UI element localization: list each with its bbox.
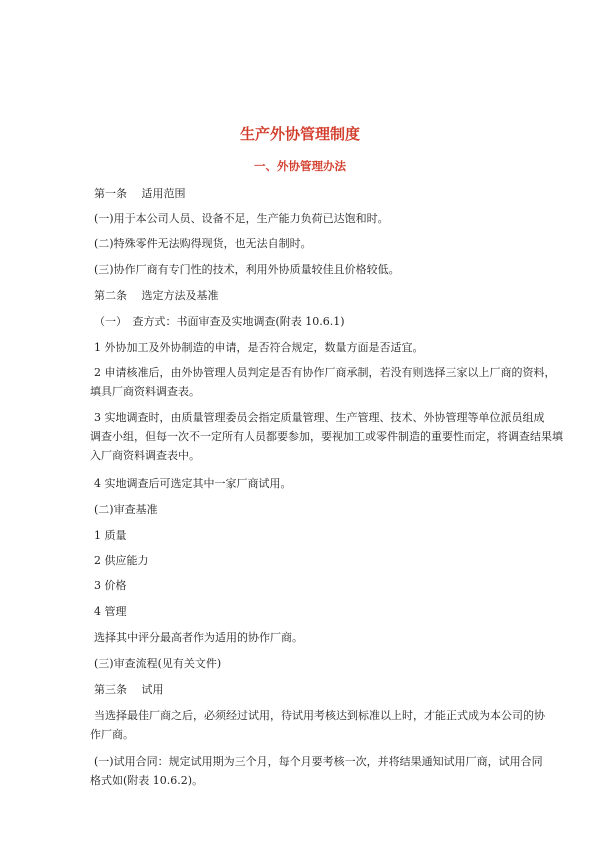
section-heading: 一、外协管理办法 [254, 159, 346, 173]
paragraph-line: 作厂商。 [90, 728, 134, 741]
paragraph-line: 当选择最佳厂商之后，必须经过试用，待试用考核达到标准以上时，才能正式成为本公司的协 [94, 709, 545, 722]
paragraph-line: (三)审查流程(见有关文件) [94, 657, 222, 670]
paragraph-line: （一） 查方式：书面审查及实地调查(附表 10.6.1) [94, 315, 345, 328]
document-title: 生产外协管理制度 [239, 125, 360, 143]
paragraph-line: 1 质量 [94, 529, 127, 542]
paragraph-line: 1 外协加工及外协制造的申请，是否符合规定，数量方面是否适宜。 [94, 341, 424, 354]
paragraph-line: (一)用于本公司人员、设备不足，生产能力负荷已达饱和时。 [94, 212, 389, 225]
paragraph-line: 格式如(附表 10.6.2)。 [90, 774, 204, 787]
paragraph-line: 3 实地调查时，由质量管理委员会指定质量管理、生产管理、技术、外协管理等单位派员组成 [94, 411, 545, 424]
paragraph-line: 入厂商资料调查表中。 [90, 449, 200, 462]
paragraph-line: 选择其中评分最高者作为适用的协作厂商。 [94, 631, 303, 644]
paragraph-line: 2 申请核准后，由外协管理人员判定是否有协作厂商承制，若没有则选择三家以上厂商的资料， [94, 366, 556, 379]
paragraph-line: (三)协作厂商有专门性的技术，利用外协质量较佳且价格较低。 [94, 263, 400, 276]
paragraph-line: 4 实地调查后可选定其中一家厂商试用。 [94, 477, 292, 490]
article-heading: 第一条 适用范围 [94, 187, 186, 200]
article-heading: 第三条 试用 [94, 683, 164, 696]
paragraph-line: 2 供应能力 [94, 554, 149, 567]
article-heading: 第二条 选定方法及基准 [94, 289, 219, 302]
paragraph-line: 3 价格 [94, 579, 127, 592]
paragraph-line: 4 管理 [94, 605, 127, 618]
paragraph-line: (二)特殊零件无法购得现货，也无法自制时。 [94, 237, 312, 250]
paragraph-line: 填具厂商资料调查表。 [90, 385, 200, 398]
paragraph-line: (一)试用合同：规定试用期为三个月，每个月要考核一次，并将结果通知试用厂商，试用合同 [94, 755, 543, 768]
paragraph-line: 调查小组，但每一次不一定所有人员都要参加，要视加工或零件制造的重要性而定，将调查结果填 [90, 430, 563, 443]
paragraph-line: (二)审查基准 [94, 503, 158, 516]
